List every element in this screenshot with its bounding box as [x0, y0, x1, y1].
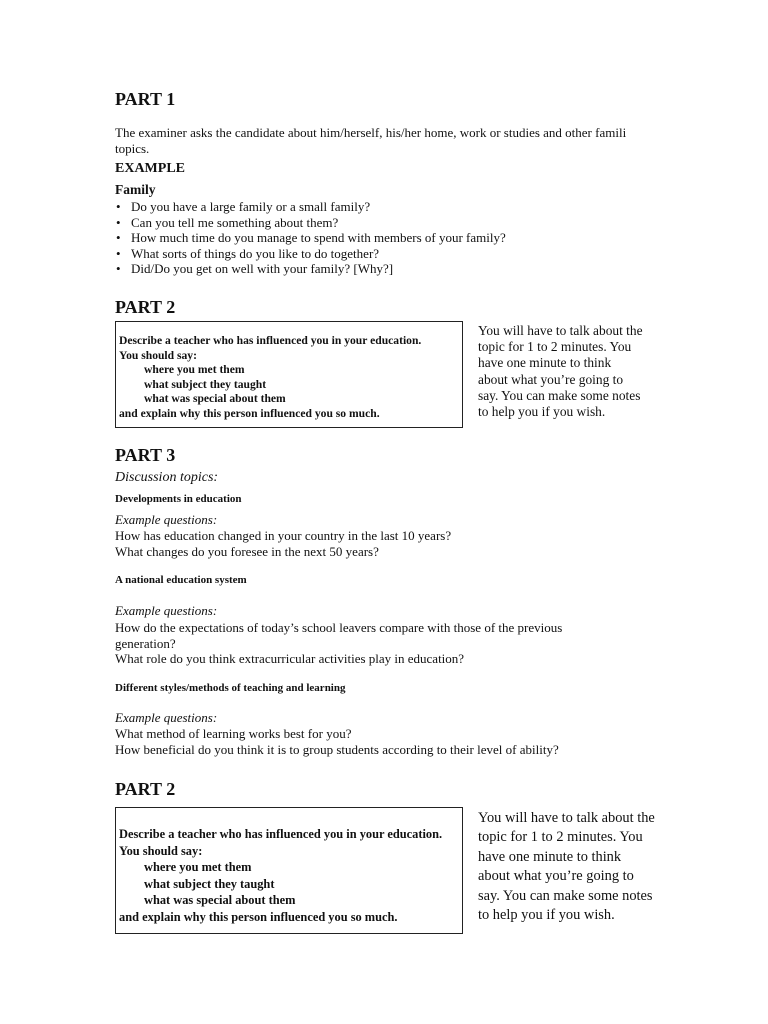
cue-card-task: Describe a teacher who has influenced you in your education. — [119, 334, 422, 347]
cue-card-prompt: You should say: — [119, 843, 203, 858]
cue-card — [115, 321, 463, 428]
part1-intro-line: The examiner asks the candidate about him/herself, his/her home, work or studies and other famili — [115, 125, 627, 140]
question-item: What method of learning works best for you? — [115, 726, 352, 741]
list-item: • How much time do you manage to spend with members of your family? — [115, 230, 506, 246]
discussion-topics-label: Discussion topics: — [115, 470, 219, 485]
list-item: • Did/Do you get on well with your family? [Why?] — [115, 261, 506, 277]
cue-card-point: where you met them — [144, 860, 252, 875]
cue-card-point: where you met them — [144, 363, 245, 377]
cue-card-prompt: You should say: — [119, 348, 197, 362]
question-item: How beneficial do you think it is to group students according to their level of ability? — [115, 741, 559, 757]
cue-card-closing: and explain why this person influenced you so much. — [119, 909, 398, 924]
cue-card-point: what subject they taught — [144, 876, 275, 891]
instruction-line: to help you if you wish. — [478, 907, 615, 924]
instruction-line: to help you if you wish. — [478, 404, 606, 420]
topic-heading: Developments in education — [115, 493, 242, 505]
instruction-line: say. You can make some notes — [478, 887, 653, 904]
topic-heading: Different styles/methods of teaching and learning — [115, 682, 346, 694]
cue-card — [115, 807, 463, 934]
cue-card-point: what subject they taught — [144, 377, 267, 391]
part1-intro — [115, 125, 695, 157]
example-questions-label: Example questions: — [115, 710, 218, 725]
list-item: • What sorts of things do you like to do together? — [115, 246, 506, 262]
topic-family-heading: Family — [115, 182, 156, 197]
cue-card-point: what was special about them — [144, 392, 286, 406]
question-item: How has education changed in your country in the last 10 years? — [115, 528, 452, 543]
example-questions-label: Example questions: — [115, 512, 218, 527]
part2-heading: PART 2 — [115, 297, 176, 317]
example-label: EXAMPLE — [115, 161, 185, 176]
instruction-line: have one minute to think — [478, 355, 612, 371]
family-question-list — [115, 199, 506, 277]
cue-card-point: what was special about them — [144, 893, 296, 908]
question-item: How do the expectations of today’s school leavers compare with those of the previous — [115, 620, 563, 635]
question-item: What changes do you foresee in the next 50 years? — [115, 543, 379, 559]
instruction-line: You will have to talk about the — [478, 810, 655, 826]
topic-heading: A national education system — [115, 574, 247, 586]
instruction-line: topic for 1 to 2 minutes. You — [478, 829, 643, 846]
list-item: • Can you tell me something about them? — [115, 215, 506, 231]
example-questions-label: Example questions: — [115, 603, 218, 618]
instruction-line: You will have to talk about the — [478, 323, 643, 338]
question-list — [115, 528, 635, 559]
question-list — [115, 620, 635, 667]
cue-card-task: Describe a teacher who has influenced you in your education. — [119, 827, 443, 841]
instruction-line: say. You can make some notes — [478, 387, 641, 403]
question-item: What role do you think extracurricular activities play in education? — [115, 651, 465, 666]
question-list — [115, 726, 635, 757]
instruction-line: about what you’re going to — [478, 371, 624, 387]
part1-heading: PART 1 — [115, 89, 176, 109]
part2-repeat-instructions — [478, 809, 678, 925]
part1-intro-line: topics. — [115, 141, 150, 156]
instruction-line: have one minute to think — [478, 848, 622, 865]
instruction-line: about what you’re going to — [478, 868, 634, 885]
part3-heading: PART 3 — [115, 445, 176, 465]
part2-repeat-heading: PART 2 — [115, 779, 176, 799]
question-item: generation? — [115, 635, 176, 651]
cue-card-closing: and explain why this person influenced you so much. — [119, 406, 380, 420]
list-item: • Do you have a large family or a small family? — [115, 199, 506, 215]
instruction-line: topic for 1 to 2 minutes. You — [478, 339, 632, 355]
part2-instructions — [478, 323, 678, 420]
